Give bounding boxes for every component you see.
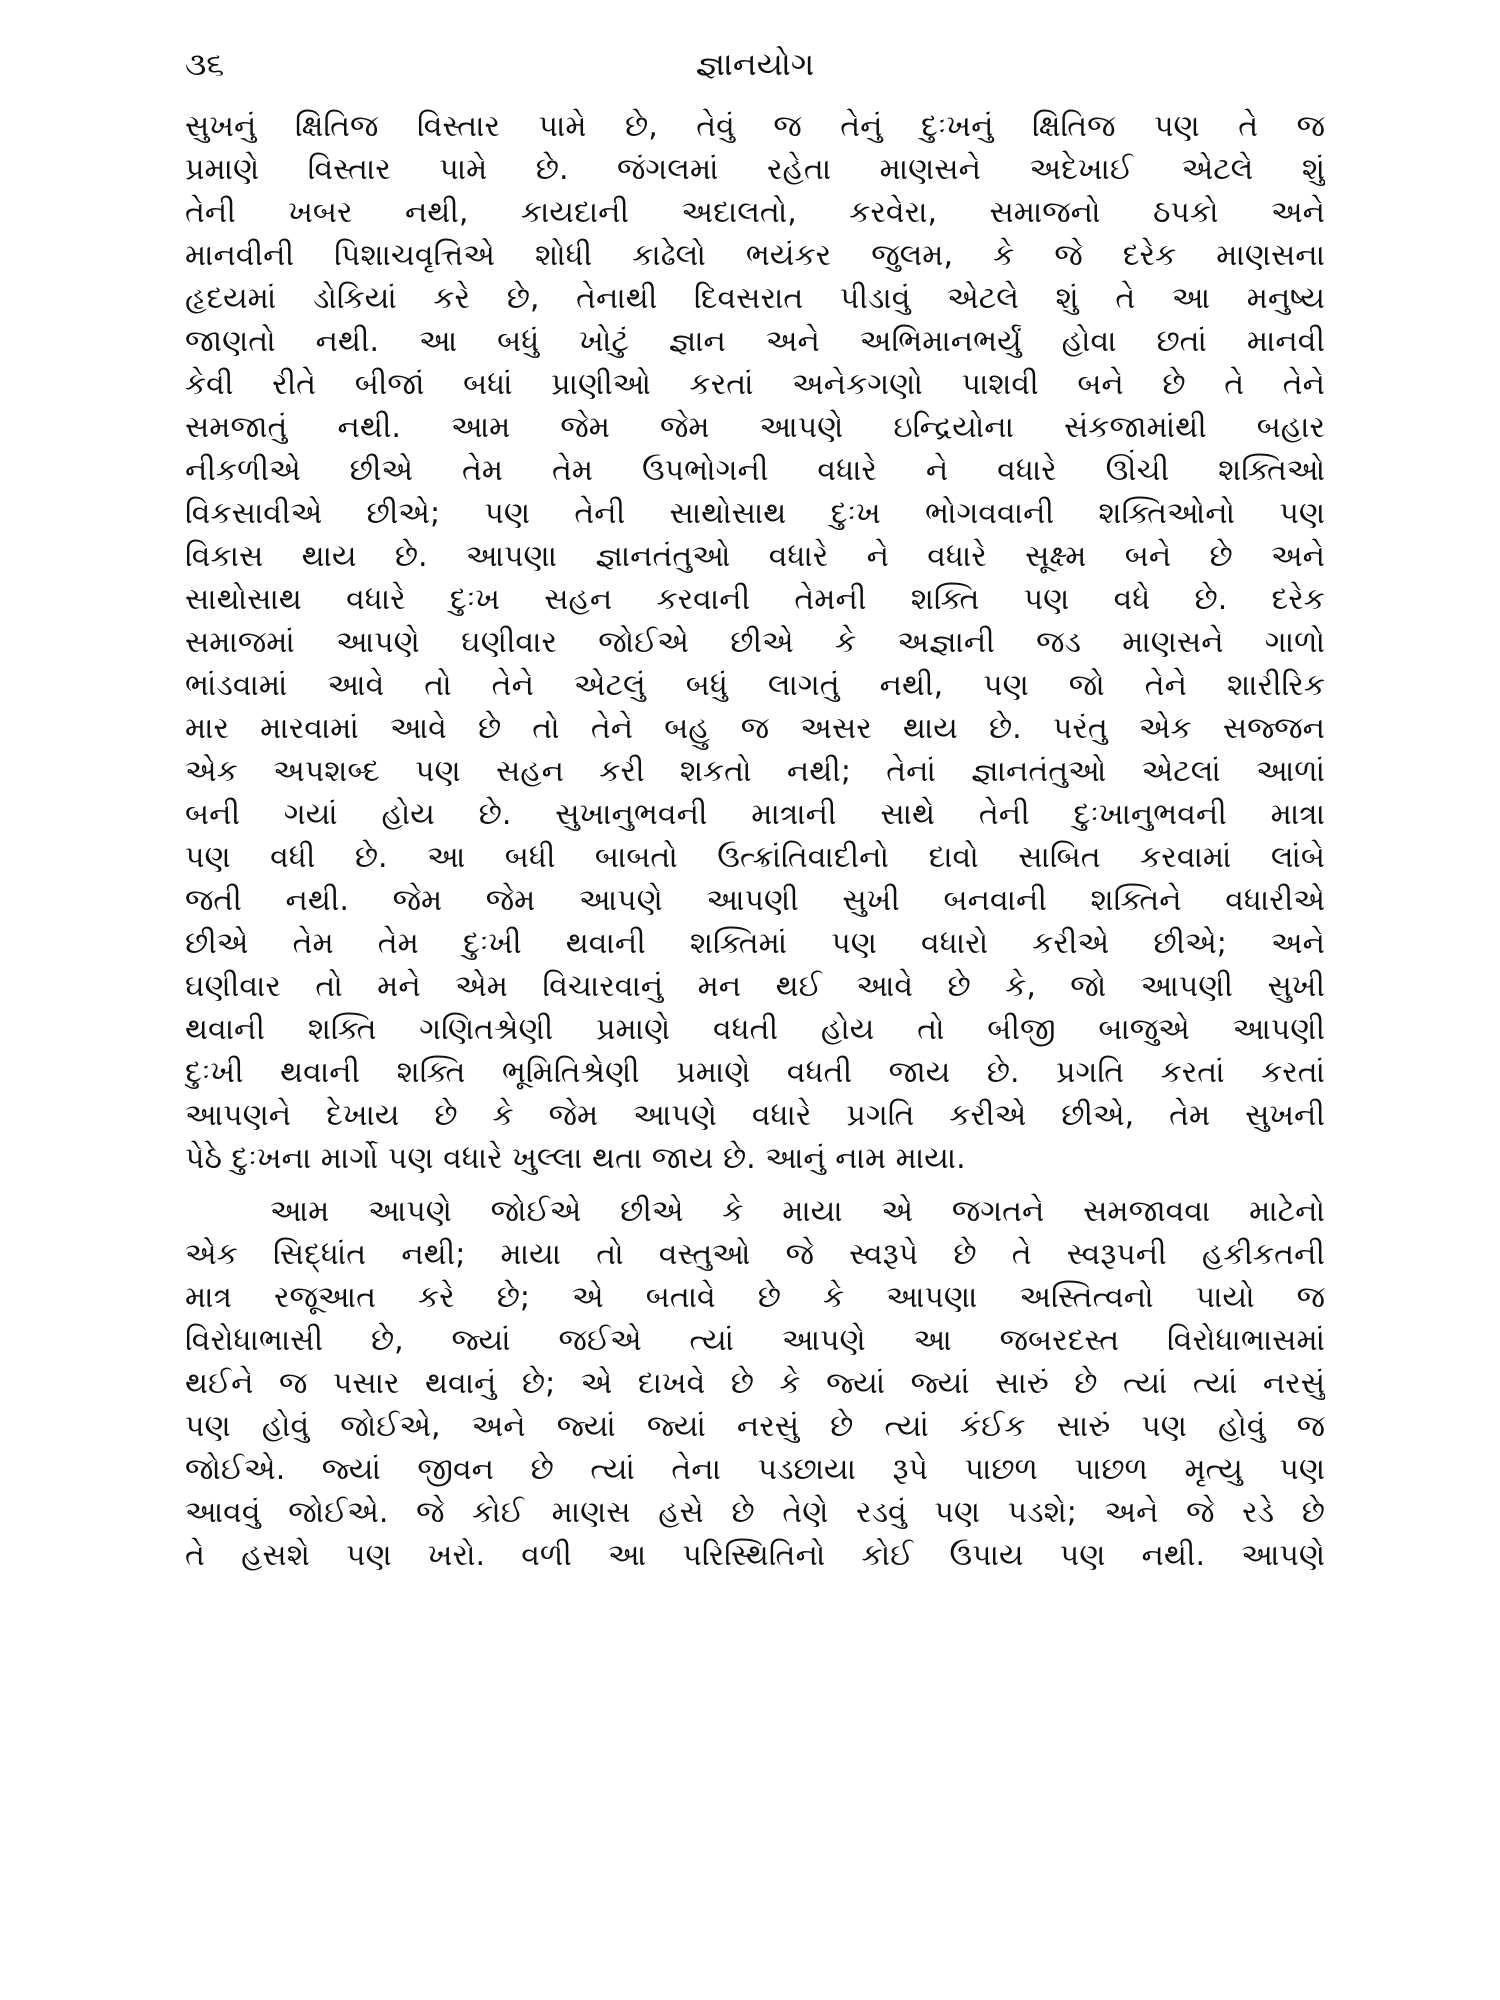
text-line: વિકસાવીએ છીએ; પણ તેની સાથોસાથ દુઃખ ભોગવવાની શક્તિઓનો પણ — [185, 496, 1325, 531]
paragraph-gap — [185, 1180, 1325, 1190]
text-line: થવાની શક્તિ ગણિતશ્રેણી પ્રમાણે વધતી હોય તો બીજી બાજુએ આપણી — [185, 1012, 1325, 1047]
text-line: આવવું જોઈએ. જે કોઈ માણસ હસે છે તેણે રડવું પણ પડશે; અને જે રડે છે — [185, 1495, 1325, 1530]
text-line: દુઃખી થવાની શક્તિ ભૂમિતિશ્રેણી પ્રમાણે વધતી જાય છે. પ્રગતિ કરતાં કરતાં — [185, 1055, 1325, 1090]
text-line: સાથોસાથ વધારે દુઃખ સહન કરવાની તેમની શક્તિ પણ વધે છે. દરેક — [185, 582, 1325, 617]
text-line: તેની ખબર નથી, કાયદાની અદાલતો, કરવેરા, સમાજનો ઠપકો અને — [185, 195, 1325, 230]
text-line: પ્રમાણે વિસ્તાર પામે છે. જંગલમાં રહેતા માણસને અદેખાઈ એટલે શું — [185, 152, 1325, 187]
text-line: છીએ તેમ તેમ દુઃખી થવાની શક્તિમાં પણ વધારો કરીએ છીએ; અને — [185, 926, 1325, 961]
text-line: માર મારવામાં આવે છે તો તેને બહુ જ અસર થાય છે. પરંતુ એક સજ્જન — [185, 711, 1325, 746]
body-text — [185, 105, 1325, 1577]
text-line: પણ હોવું જોઈએ, અને જ્યાં જ્યાં નરસું છે ત્યાં કંઈક સારું પણ હોવું જ — [185, 1409, 1325, 1444]
text-line: કેવી રીતે બીજાં બધાં પ્રાણીઓ કરતાં અનેકગણો પાશવી બને છે તે તેને — [185, 367, 1325, 402]
text-line: એક સિદ્ધાંત નથી; માયા તો વસ્તુઓ જે સ્વરૂપે છે તે સ્વરૂપની હકીકતની — [185, 1237, 1325, 1272]
text-line: ઘણીવાર તો મને એમ વિચારવાનું મન થઈ આવે છે કે, જો આપણી સુખી — [185, 969, 1325, 1004]
text-line: વિરોધાભાસી છે, જ્યાં જઈએ ત્યાં આપણે આ જબરદસ્ત વિરોધાભાસમાં — [185, 1323, 1325, 1358]
text-line: જાણતો નથી. આ બધું ખોટું જ્ઞાન અને અભિમાનભર્યું હોવા છતાં માનવી — [185, 324, 1325, 359]
text-line: એક અપશબ્દ પણ સહન કરી શકતો નથી; તેનાં જ્ઞાનતંતુઓ એટલાં આળાં — [185, 754, 1325, 789]
page-number: ૩૬ — [185, 45, 225, 83]
text-line: પણ વધી છે. આ બધી બાબતો ઉત્ક્રાંતિવાદીનો દાવો સાબિત કરવામાં લાંબે — [185, 840, 1325, 875]
text-line: સમજાતું નથી. આમ જેમ જેમ આપણે ઇન્દ્રિયોના સંકજામાંથી બહાર — [185, 410, 1325, 445]
text-line: માનવીની પિશાચવૃત્તિએ શોધી કાઢેલો ભયંકર જુલમ, કે જે દરેક માણસના — [185, 238, 1325, 273]
paragraph-2 — [185, 1190, 1325, 1577]
text-line: હૃદયમાં ડોકિયાં કરે છે, તેનાથી દિવસરાત પીડાવું એટલે શું તે આ મનુષ્ય — [185, 281, 1325, 316]
text-line: જોઈએ. જ્યાં જીવન છે ત્યાં તેના પડછાયા રૂપે પાછળ પાછળ મૃત્યુ પણ — [185, 1452, 1325, 1487]
text-line: નીકળીએ છીએ તેમ તેમ ઉપભોગની વધારે ને વધારે ઊંચી શક્તિઓ — [185, 453, 1325, 488]
text-line: સમાજમાં આપણે ઘણીવાર જોઈએ છીએ કે અજ્ઞાની જડ માણસને ગાળો — [185, 625, 1325, 660]
running-head — [185, 44, 1325, 84]
text-line: વિકાસ થાય છે. આપણા જ્ઞાનતંતુઓ વધારે ને વધારે સૂક્ષ્મ બને છે અને — [185, 539, 1325, 574]
text-line: બની ગયાં હોય છે. સુખાનુભવની માત્રાની સાથે તેની દુઃખાનુભવની માત્રા — [185, 797, 1325, 832]
text-line: માત્ર રજૂઆત કરે છે; એ બતાવે છે કે આપણા અસ્તિત્વનો પાયો જ — [185, 1280, 1325, 1315]
text-line: સુખનું ક્ષિતિજ વિસ્તાર પામે છે, તેવું જ તેનું દુઃખનું ક્ષિતિજ પણ તે જ — [185, 109, 1325, 144]
text-line: આમ આપણે જોઈએ છીએ કે માયા એ જગતને સમજાવવા માટેનો — [270, 1194, 1325, 1229]
text-line: થઈને જ પસાર થવાનું છે; એ દાખવે છે કે જ્યાં જ્યાં સારું છે ત્યાં ત્યાં નરસું — [185, 1366, 1325, 1401]
text-line: આપણને દેખાય છે કે જેમ આપણે વધારે પ્રગતિ કરીએ છીએ, તેમ સુખની — [185, 1098, 1325, 1133]
paragraph-1 — [185, 105, 1325, 1180]
running-title: જ્ઞાનયોગ — [695, 45, 815, 83]
text-line: ભાંડવામાં આવે તો તેને એટલું બધું લાગતું નથી, પણ જો તેને શારીરિક — [185, 668, 1325, 703]
text-line: જતી નથી. જેમ જેમ આપણે આપણી સુખી બનવાની શક્તિને વધારીએ — [185, 883, 1325, 918]
text-line: તે હસશે પણ ખરો. વળી આ પરિસ્થિતિનો કોઈ ઉપાય પણ નથી. આપણે — [185, 1538, 1325, 1573]
text-line: પેઠે દુઃખના માર્ગો પણ વધારે ખુલ્લા થતા જાય છે. આનું નામ માયા. — [185, 1141, 966, 1176]
